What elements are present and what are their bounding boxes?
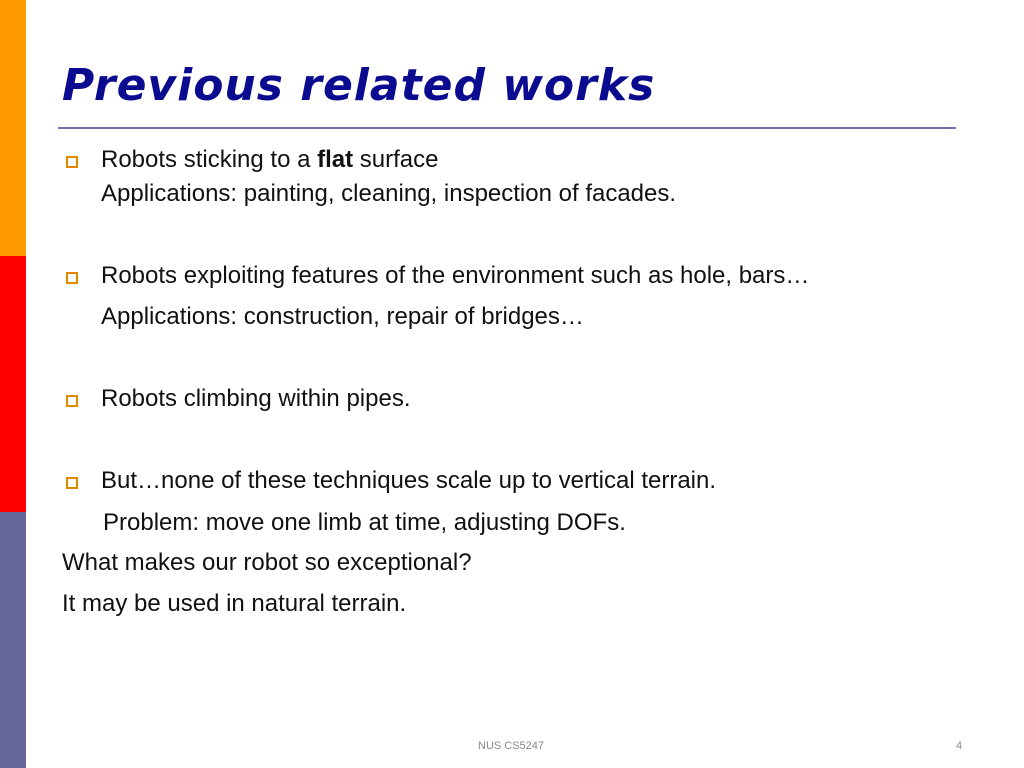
plain-line: It may be used in natural terrain. — [62, 590, 407, 617]
bullet-subline: Applications: painting, cleaning, inspection of facades. — [101, 180, 677, 207]
accent-bar-bottom — [0, 512, 26, 768]
title-divider — [58, 127, 956, 129]
footer-course: NUS CS5247 — [478, 740, 545, 752]
bullet-text: surface — [353, 146, 439, 173]
bullet-subline: Problem: move one limb at time, adjusting DOFs. — [103, 509, 626, 536]
bullet-emphasis: flat — [317, 146, 354, 173]
bullet-square-icon — [66, 477, 78, 489]
bullet-subline: Applications: construction, repair of bridges… — [101, 303, 584, 330]
bullet-square-icon — [66, 156, 78, 168]
bullet-item: Robots climbing within pipes. — [101, 385, 411, 412]
accent-bar-top — [0, 0, 26, 256]
accent-bar-middle — [0, 256, 26, 512]
bullet-square-icon — [66, 272, 78, 284]
bullet-item — [101, 146, 438, 174]
bullet-square-icon — [66, 395, 78, 407]
slide-title: Previous related works — [62, 60, 656, 111]
plain-line: What makes our robot so exceptional? — [62, 549, 472, 576]
bullet-text: Robots sticking to a — [101, 146, 318, 173]
bullet-item: But…none of these techniques scale up to vertical terrain. — [101, 467, 717, 494]
page-number: 4 — [956, 740, 963, 752]
bullet-item: Robots exploiting features of the environment such as hole, bars… — [101, 262, 810, 289]
